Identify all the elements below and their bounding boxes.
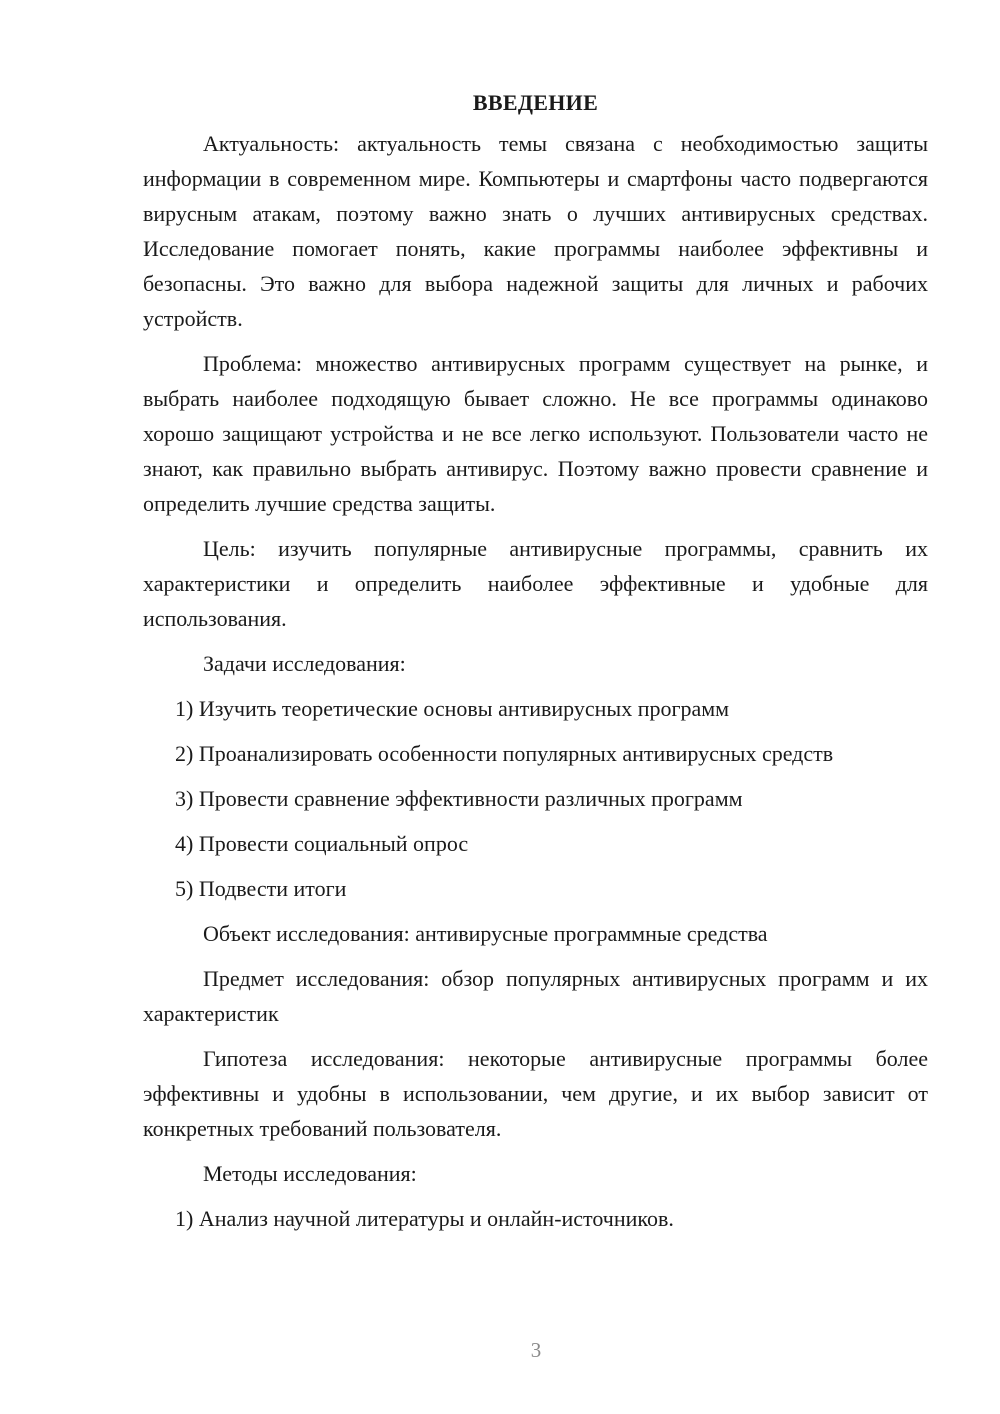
task-item-5: 5) Подвести итоги: [175, 876, 347, 901]
methods-heading: Методы исследования:: [203, 1161, 417, 1186]
goal-paragraph: Цель: изучить популярные антивирусные программы, сравнить их характеристики и определить наиболее эффективные и удобные для использования.: [143, 536, 928, 631]
page-title: ВВЕДЕНИЕ: [472, 90, 599, 115]
problem-paragraph: Проблема: множество антивирусных программ существует на рынке, и выбрать наиболее подходящую бывает сложно. Не все программы одинаково хорошо защищают устройства и не все легко используют. Пользователи часто не знают, как правильно выбрать антивирус. Поэтому важно провести сравнение и определить лучшие средства защиты.: [143, 351, 928, 516]
subject-paragraph: Предмет исследования: обзор популярных антивирусных программ и их характеристик: [143, 966, 928, 1026]
hypothesis-paragraph: Гипотеза исследования: некоторые антивирусные программы более эффективны и удобны в использовании, чем другие, и их выбор зависит от конкретных требований пользователя.: [143, 1046, 928, 1141]
relevance-paragraph: Актуальность: актуальность темы связана с необходимостью защиты информации в современном мире. Компьютеры и смартфоны часто подвергаются вирусным атакам, поэтому важно знать о лучших антивирусных средствах. Исследование помогает понять, какие программы наиболее эффективны и безопасны. Это важно для выбора надежной защиты для личных и рабочих устройств.: [143, 131, 928, 331]
task-item-2: 2) Проанализировать особенности популярных антивирусных средств: [175, 741, 834, 766]
task-item-3: 3) Провести сравнение эффективности различных программ: [175, 786, 743, 811]
object-paragraph: Объект исследования: антивирусные программные средства: [203, 921, 768, 946]
task-item-1: 1) Изучить теоретические основы антивирусных программ: [175, 696, 730, 721]
tasks-list: [143, 691, 928, 906]
method-item-1: 1) Анализ научной литературы и онлайн-источников.: [175, 1206, 674, 1231]
methods-list: [143, 1201, 928, 1236]
task-item-4: 4) Провести социальный опрос: [175, 831, 469, 856]
page-number: 3: [530, 1338, 542, 1362]
tasks-heading: Задачи исследования:: [203, 651, 406, 676]
page-content: [143, 88, 928, 1246]
